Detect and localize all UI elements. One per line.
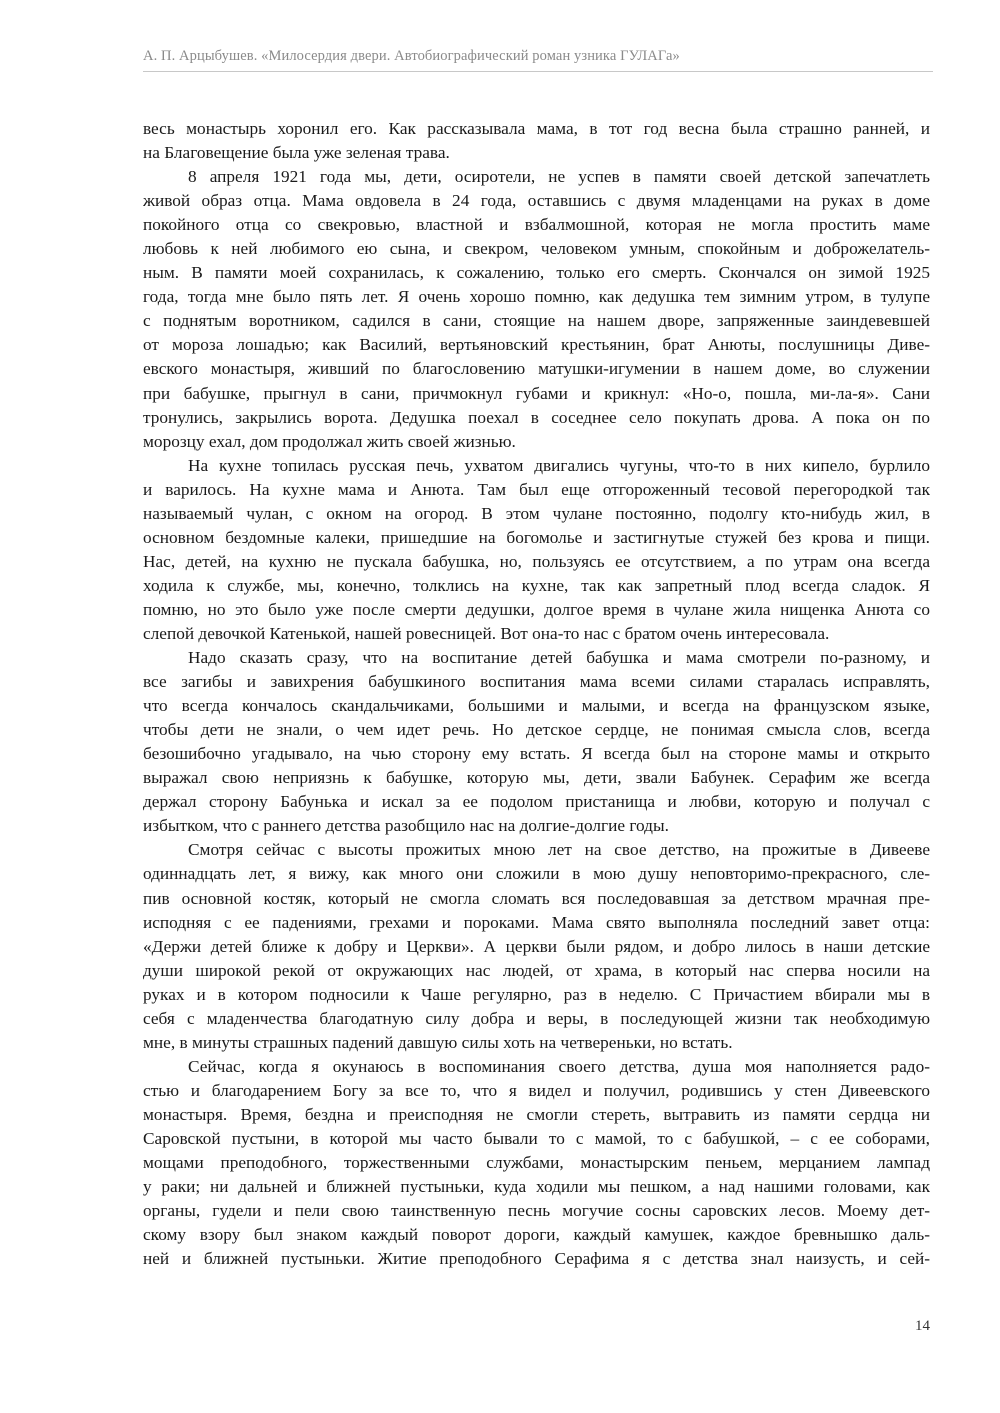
paragraph (143, 838, 930, 1054)
text-line: «Держи детей ближе к добру и Церкви». А церкви были рядом, и добро лилось в наши детские (143, 936, 930, 956)
text-line: Сейчас, когда я окунаюсь в воспоминания своего детства, душа моя наполняется радо- (188, 1056, 930, 1076)
text-line: Нас, детей, на кухню не пускала бабушка, но, пользуясь ее отсутствием, а по утрам она всегда (143, 551, 930, 571)
text-line: ней и ближней пустыньки. Житие преподобного Серафима я с детства знал наизусть, и сей- (143, 1249, 930, 1269)
text-line: мне, в минуты страшных падений давшую силы хоть на четвереньки, но встать. (143, 1032, 733, 1052)
text-line: души широкой рекой от окружающих нас людей, от храма, в который нас сперва носили на (143, 960, 930, 980)
text-line: Саровской пустыни, в которой мы часто бывали то с мамой, то с бабушкой, – с ее соборами, (143, 1128, 930, 1148)
text-line: органы, гудели и пели свою таинственную песнь могучие сосны саровских лесов. Моему дет- (143, 1201, 930, 1221)
text-line: и варилось. На кухне мама и Анюта. Там был еще отгороженный тесовой перегородкой так (143, 479, 930, 499)
text-line: ным. В памяти моей сохранилась, к сожалению, только его смерть. Скончался он зимой 1925 (143, 263, 930, 283)
text-line: Смотря сейчас с высоты прожитых мною лет на свое детство, на прожитые в Дивееве (188, 840, 930, 860)
running-head: А. П. Арцыбушев. «Милосердия двери. Автобиографический роман узника ГУЛАГа» (143, 48, 680, 64)
paragraph (143, 454, 930, 646)
text-line: покойного отца со свекровью, властной и взбалмошной, которая не могла простить маме (143, 215, 930, 235)
text-line: скому взору был знаком каждый поворот дороги, каждый камушек, каждое бревнышко даль- (143, 1225, 930, 1245)
text-line: года, тогда мне было пять лет. Я очень хорошо помню, как дедушка тем зимним утром, в тулупе (143, 287, 930, 307)
text-line: Надо сказать сразу, что на воспитание детей бабушка и мама смотрели по-разному, и (188, 648, 930, 668)
text-line: любовь к ней любимого ею сына, и свекром, человеком умным, спокойным и доброжелатель- (143, 239, 930, 259)
text-line: ходила к службе, мы, конечно, толклись на кухне, так как запретный плод всегда сладок. Я (143, 575, 930, 595)
text-line: основном бездомные калеки, пришедшие на богомолье и застигнутые стужей без крова и пищи. (143, 527, 930, 547)
text-line: стью и благодарением Богу за все то, что я видел и получил, родившись у стен Дивеевского (143, 1080, 930, 1100)
text-line: чтобы дети не знали, о чем идет речь. Но детское сердце, не понимая смысла слов, всегда (143, 720, 930, 740)
body-text (143, 117, 930, 1271)
text-line: евского монастыря, живший по благословению матушки-игумении в нашем доме, во служении (143, 359, 930, 379)
text-line: на Благовещение была уже зеленая трава. (143, 143, 450, 163)
paragraph (143, 1055, 930, 1271)
text-line: морозцу ехал, дом продолжал жить своей жизнью. (143, 431, 516, 451)
paragraph (143, 117, 930, 165)
text-line: от мороза лошадью; как Василий, вертьяновский крестьянин, брат Анюты, послушницы Диве- (143, 335, 930, 355)
text-line: одиннадцать лет, я вижу, как много они сложили в мою душу неповторимо-прекрасного, сле- (143, 864, 930, 884)
text-line: руках и в котором подносили к Чаше регулярно, раз в неделю. С Причастием вбирали мы в (143, 984, 930, 1004)
text-line: мощами преподобного, торжественными службами, монастырским пеньем, мерцанием лампад (143, 1153, 930, 1173)
text-line: тронулись, закрылись ворота. Дедушка поехал в соседнее село покупать дрова. А пока он по (143, 407, 930, 427)
text-line: весь монастырь хоронил его. Как рассказывала мама, в тот год весна была страшно ранней, и (143, 119, 930, 138)
text-line: выражал свою неприязнь к бабушке, которую мы, дети, звали Бабунек. Серафим же всегда (143, 768, 930, 788)
header-rule (143, 71, 933, 72)
text-line: с поднятым воротником, садился в сани, стоящие на нашем дворе, запряженные заиндевевшей (143, 311, 930, 331)
text-line: называемый чулан, с окном на огород. В этом чулане постоянно, подолгу кто-нибудь жил, в (143, 503, 930, 523)
text-line: На кухне топилась русская печь, ухватом двигались чугуны, что-то в них кипело, бурлило (188, 455, 930, 475)
text-line: слепой девочкой Катенькой, нашей ровесницей. Вот она-то нас с братом очень интересовала. (143, 623, 830, 643)
text-line: при бабушке, прыгнул в сани, причмокнул губами и крикнул: «Но-о, пошла, ми-ла-я». Сани (143, 383, 930, 403)
text-line: безошибочно угадывало, на чью сторону ему встать. Я всегда был на стороне мамы и открыто (143, 744, 930, 764)
text-line: избытком, что с раннего детства разобщило нас на долгие-долгие годы. (143, 816, 669, 836)
text-line: себя с младенчества благодатную силу добра и веры, в последующей жизни так необходимую (143, 1008, 930, 1028)
text-line: живой образ отца. Мама овдовела в 24 года, оставшись с двумя младенцами на руках в доме (143, 191, 930, 211)
text-line: все загибы и завихрения бабушкиного воспитания мама всеми силами старалась исправлять, (143, 672, 930, 692)
text-line: держал сторону Бабунька и искал за ее подолом пристанища и любви, которую и получал с (143, 792, 930, 812)
paragraph (143, 646, 930, 838)
paragraph (143, 165, 930, 454)
page-number: 14 (915, 1318, 930, 1334)
text-line: у раки; ни дальней и ближней пустыньки, куда ходили мы пешком, а над нашими головами, как (143, 1177, 930, 1197)
text-line: монастыря. Время, бездна и преисподняя не смогли стереть, вытравить из памяти сердца ни (143, 1104, 930, 1124)
text-line: пив основной костяк, который не смогла сломать вся последовавшая за детством мрачная пре- (143, 888, 930, 908)
text-line: помню, но это было уже после смерти дедушки, долгое время в чулане жила нищенка Анюта со (143, 599, 930, 619)
text-line: исподняя с ее падениями, грехами и пороками. Мама свято выполняла последний завет отца: (143, 912, 930, 932)
text-line: 8 апреля 1921 года мы, дети, осиротели, не успев в памяти своей детской запечатлеть (188, 167, 930, 187)
text-line: что всегда кончалось скандальчиками, большими и малыми, и всегда на французском языке, (143, 696, 930, 716)
